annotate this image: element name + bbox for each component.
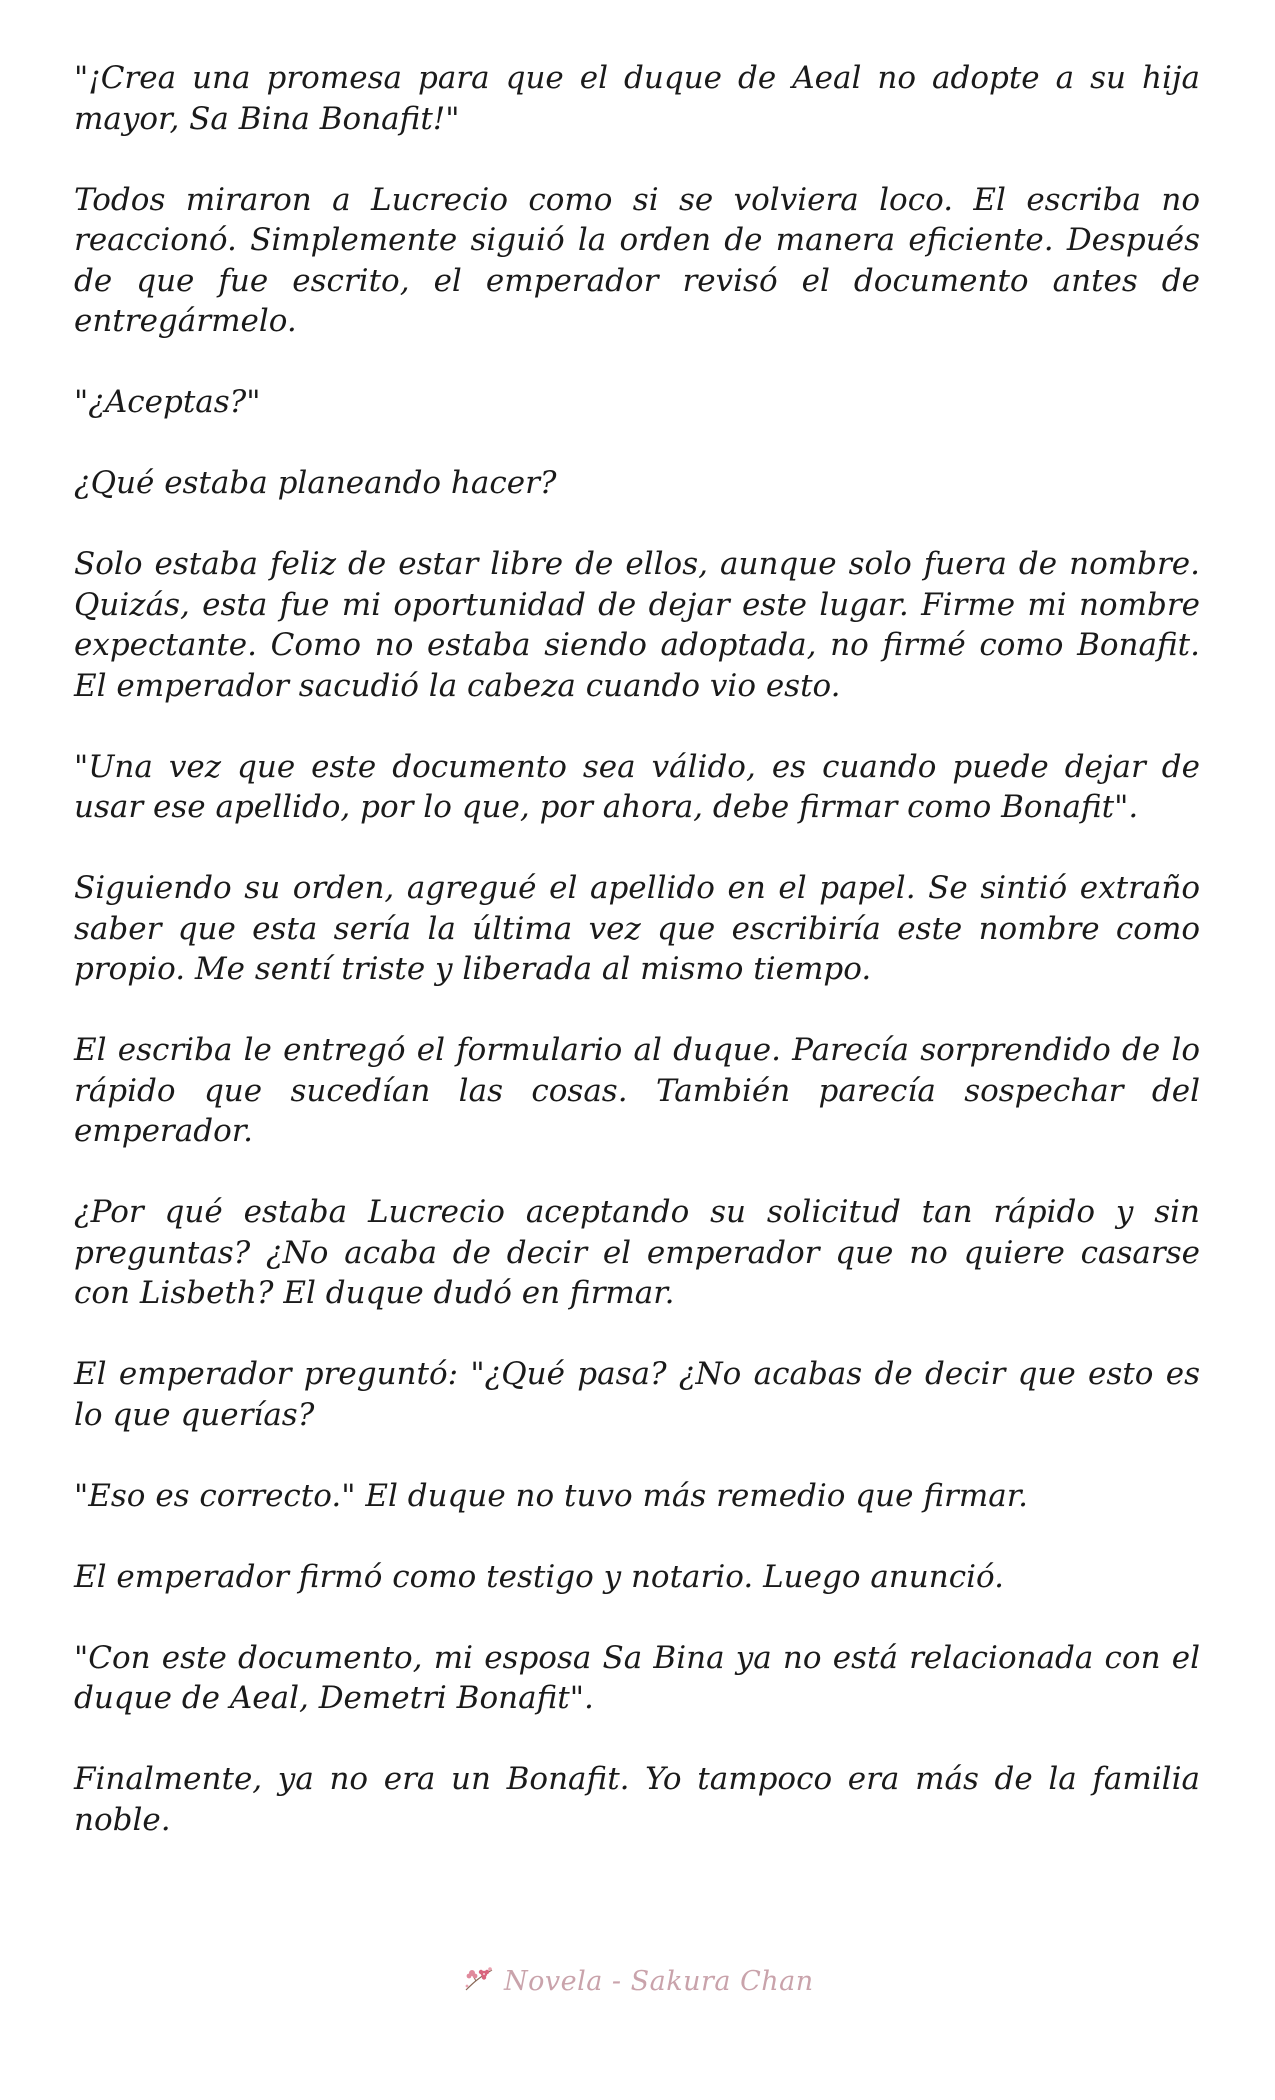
paragraph: Solo estaba feliz de estar libre de ellos, aunque solo fuera de nombre. Quizás, esta fue mi oportunidad de dejar este lugar. Firme mi nombre expectante. Como no estaba siendo adoptada, no firmé como Bonafit. El emperador sacudió la cabeza cuando vio esto. [74,546,1200,704]
paragraph: Finalmente, ya no era un Bonafit. Yo tampoco era más de la familia noble. [74,1761,1200,1838]
sakura-blossom-icon [462,1964,496,1998]
paragraph: "Una vez que este documento sea válido, es cuando puede dejar de usar ese apellido, por lo que, por ahora, debe firmar como Bonafit". [74,748,1200,825]
paragraph: El escriba le entregó el formulario al duque. Parecía sorprendido de lo rápido que sucedían las cosas. También parecía sospechar del emperador. [74,1032,1200,1149]
paragraph: Siguiendo su orden, agregué el apellido en el papel. Se sintió extraño saber que esta sería la última vez que escribiría este nombre como propio. Me sentí triste y liberada al mismo tiempo. [74,870,1200,987]
watermark-text: Novela - Sakura Chan [504,1965,814,1997]
paragraph: Todos miraron a Lucrecio como si se volviera loco. El escriba no reaccionó. Simplemente siguió la orden de manera eficiente. Después de que fue escrito, el emperador revisó el documento antes de entregármelo. [74,181,1200,339]
paragraph: ¿Qué estaba planeando hacer? [74,465,557,501]
paragraph: "¡Crea una promesa para que el duque de Aeal no adopte a su hija mayor, Sa Bina Bonafit!" [74,60,1200,137]
paragraph: "¿Aceptas?" [74,384,261,420]
paragraph: El emperador preguntó: "¿Qué pasa? ¿No acabas de decir que esto es lo que querías? [74,1356,1200,1433]
paragraph: "Con este documento, mi esposa Sa Bina ya no está relacionada con el duque de Aeal, Demetri Bonafit". [74,1639,1200,1716]
document-body [74,58,1200,1840]
paragraph: ¿Por qué estaba Lucrecio aceptando su solicitud tan rápido y sin preguntas? ¿No acaba de decir el emperador que no quiere casarse con Lisbeth? El duque dudó en firmar. [74,1194,1200,1311]
paragraph: El emperador firmó como testigo y notario. Luego anunció. [74,1558,1004,1595]
paragraph: "Eso es correcto." El duque no tuvo más remedio que firmar. [74,1477,1028,1514]
watermark [462,1964,814,1998]
